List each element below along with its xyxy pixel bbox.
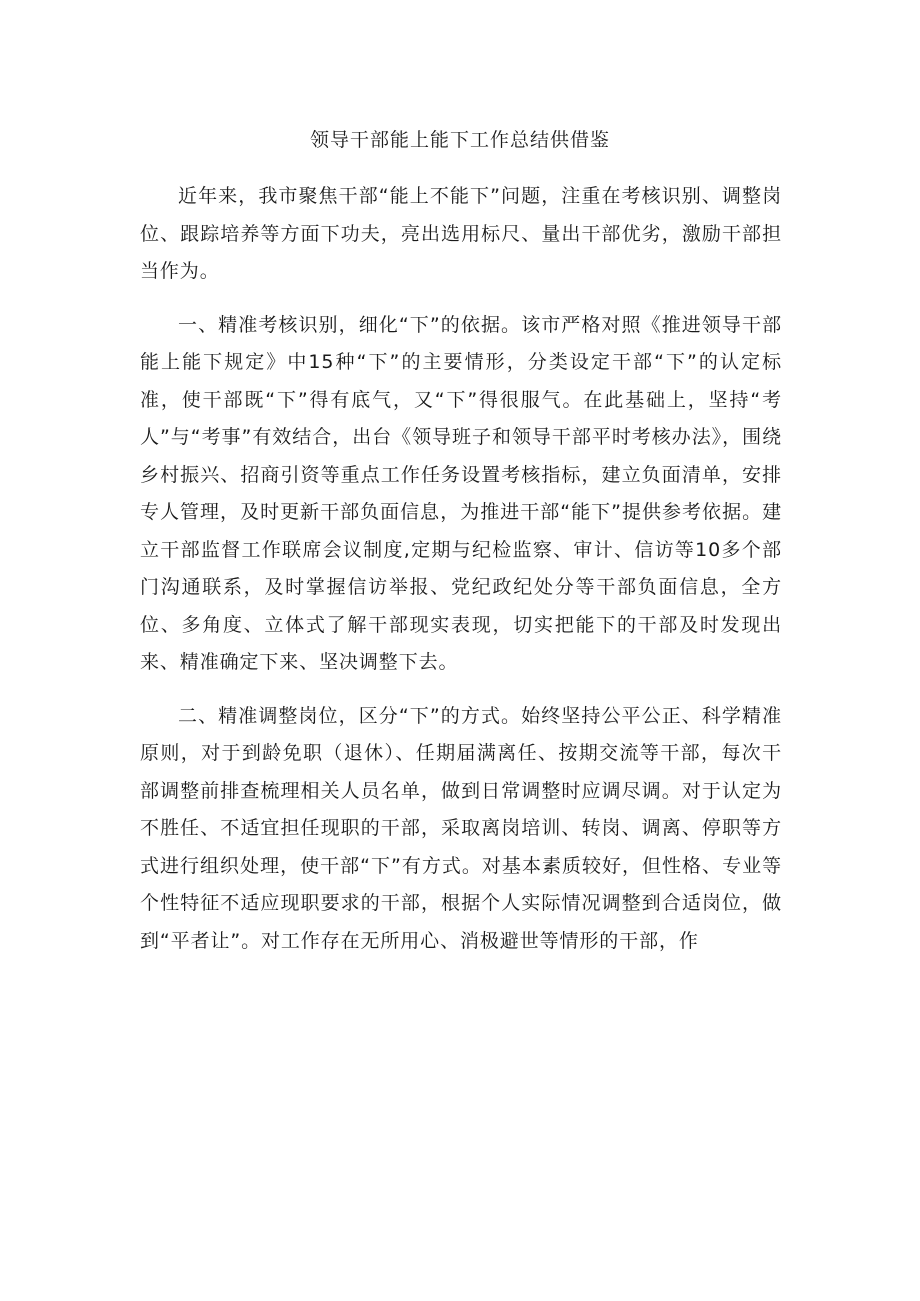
paragraph-section-one: 一、精准考核识别，细化“下”的依据。该市严格对照《推进领导干部能上能下规定》中15种“下”的主要情形，分类设定干部“下”的认定标准，使干部既“下”得有底气，又“下”得很服气。在此基础上，坚持“考人”与“考事”有效结合，出台《领导班子和领导干部平时考核办法》，围绕乡村振兴、招商引资等重点工作任务设置考核指标，建立负面清单，安排专人管理，及时更新干部负面信息，为推进干部“能下”提供参考依据。建立干部监督工作联席会议制度,定期与纪检监察、审计、信访等10多个部门沟通联系，及时掌握信访举报、党纪政纪处分等干部负面信息，全方位、多角度、立体式了解干部现实表现，切实把能下的干部及时发现出来、精准确定下来、坚决调整下去。 (140, 313, 782, 673)
paragraph-section-two: 二、精准调整岗位，区分“下”的方式。始终坚持公平公正、科学精准原则，对于到龄免职（退休）、任期届满离任、按期交流等干部，每次干部调整前排查梳理相关人员名单，做到日常调整时应调尽调。对于认定为不胜任、不适宜担任现职的干部，采取离岗培训、转岗、调离、停职等方式进行组织处理，使干部“下”有方式。对基本素质较好，但性格、专业等个性特征不适应现职要求的干部，根据个人实际情况调整到合适岗位，做到“平者让”。对工作存在无所用心、消极避世等情形的干部，作 (140, 704, 782, 952)
document-body (140, 178, 782, 976)
document-title: 领导干部能上能下工作总结供借鉴 (309, 129, 610, 151)
paragraph-intro: 近年来，我市聚焦干部“能上不能下”问题，注重在考核识别、调整岗位、跟踪培养等方面下功夫，亮出选用标尺、量出干部优劣，激励干部担当作为。 (140, 185, 782, 282)
